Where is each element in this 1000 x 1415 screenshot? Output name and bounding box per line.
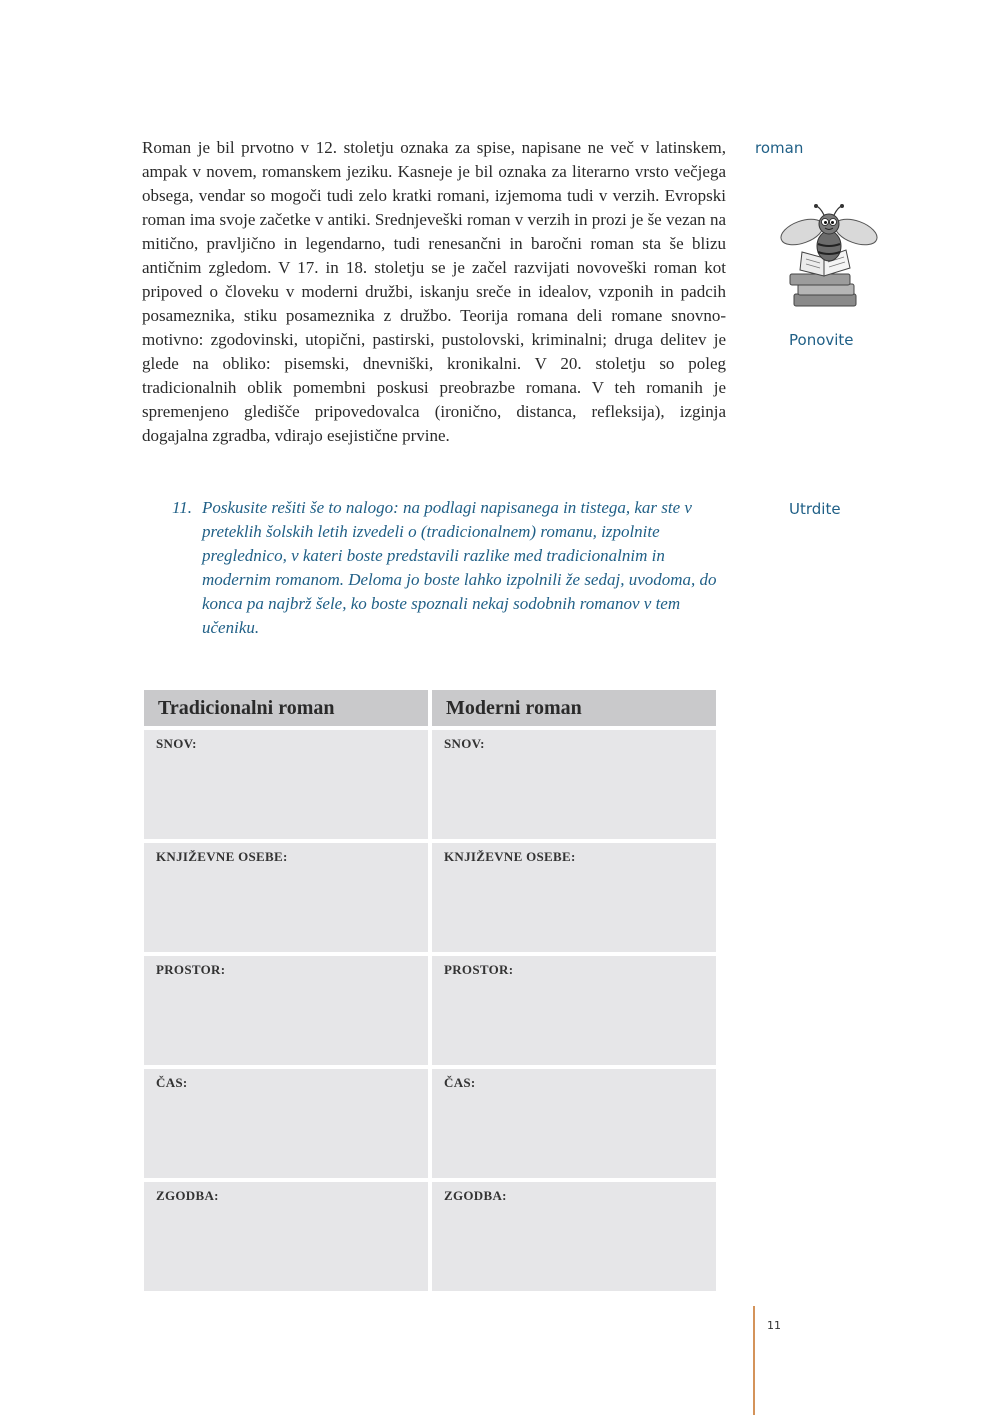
sidebar-label-ponovite: Ponovite [789, 331, 854, 349]
cell-traditional-osebe[interactable]: KNJIŽEVNE OSEBE: [144, 843, 428, 952]
cell-modern-zgodba[interactable]: ZGODBA: [432, 1182, 716, 1291]
cell-traditional-prostor[interactable]: PROSTOR: [144, 956, 428, 1065]
cell-modern-cas[interactable]: ČAS: [432, 1069, 716, 1178]
page-divider [753, 1306, 755, 1415]
sidebar-label-utrdite: Utrdite [789, 500, 841, 518]
header-modern-novel: Moderni roman [432, 690, 716, 726]
table-row [144, 1069, 716, 1178]
comparison-table [140, 686, 720, 1295]
cell-modern-snov[interactable]: SNOV: [432, 730, 716, 839]
cell-modern-osebe[interactable]: KNJIŽEVNE OSEBE: [432, 843, 716, 952]
table-row [144, 1182, 716, 1291]
cell-traditional-snov[interactable]: SNOV: [144, 730, 428, 839]
table-row [144, 956, 716, 1065]
cell-traditional-zgodba[interactable]: ZGODBA: [144, 1182, 428, 1291]
task-11 [172, 496, 732, 640]
task-text: Poskusite rešiti še to nalogo: na podlagi napisanega in tistega, kar ste v preteklih šolskih letih izvedeli o (tradicionalnem) romanu, izpolnite preglednico, v kateri boste predstavili razlike med tradicionalnim in modernim romanom. Deloma jo boste lahko izpolnili že sedaj, uvodoma, do konca pa najbrž šele, ko boste spoznali nekaj sodobnih romanov v tem učeniku. [202, 498, 717, 637]
bee-with-books-icon [772, 202, 884, 320]
intro-paragraph: Roman je bil prvotno v 12. stoletju oznaka za spise, napisane ne več v latinskem, ampak v novem, romanskem jeziku. Kasneje je bil oznaka za literarno vrsto večjega obsega, vendar so mogoči tudi zelo kratki romani, izjemoma tudi v verzih. Evropski roman ima svoje začetke v antiki. Srednjeveški roman v verzih in prozi je še vezan na mitično, pravljično in legendarno, tudi renesančni in baročni roman sta še blizu antičnim zgledom. V 17. in 18. stoletju se je začel razvijati novoveški roman kot pripoved o človeku v moderni družbi, iskanju sreče in idealov, vzponih in padcih posameznika, stiku posameznika z družbo. Teorija romana deli romane snovno-motivno: zgodovinski, utopični, pastirski, pustolovski, kriminalni; druga delitev je glede na obliko: pisemski, dnevniški, kronikalni. V 20. stoletju so poleg tradicionalnih oblik pomembni poskusi preobrazbe romana. V teh romanih je spremenjeno gledišče pripovedovalca (ironično, distanca, refleksija), izginja dogajalna zgradba, vdirajo esejistične prvine. [142, 138, 726, 445]
header-traditional-novel: Tradicionalni roman [144, 690, 428, 726]
task-number: 11. [172, 498, 192, 517]
page-number: 11 [767, 1319, 781, 1332]
table-row [144, 730, 716, 839]
cell-traditional-cas[interactable]: ČAS: [144, 1069, 428, 1178]
table-row [144, 843, 716, 952]
sidebar-label-roman: roman [755, 139, 804, 157]
cell-modern-prostor[interactable]: PROSTOR: [432, 956, 716, 1065]
